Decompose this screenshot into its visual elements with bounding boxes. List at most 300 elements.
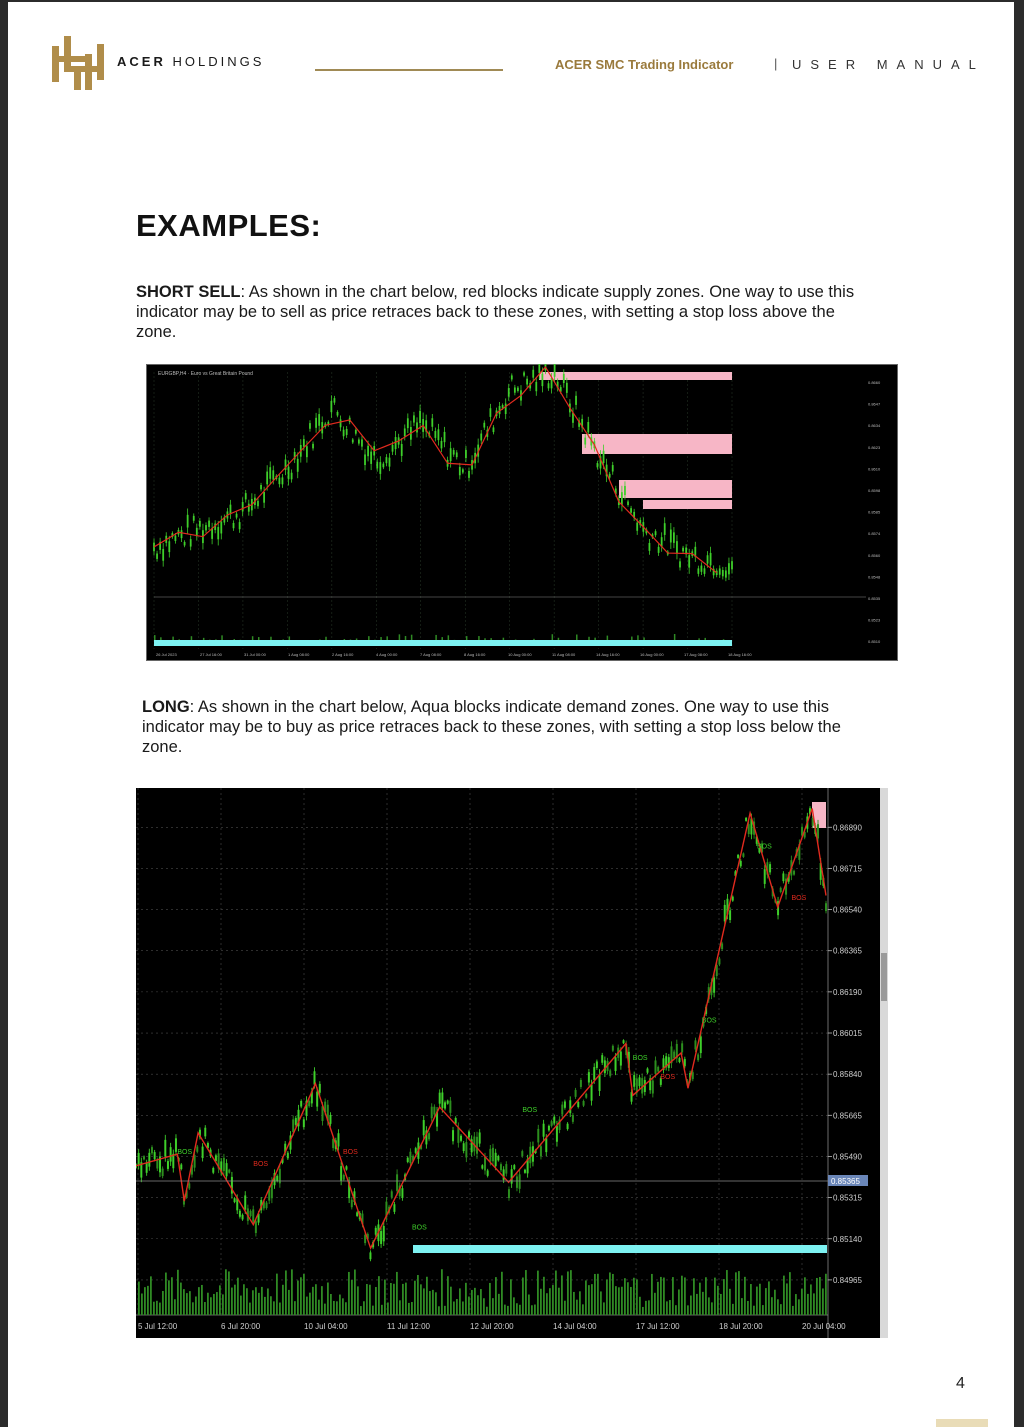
chart2-scroll-thumb[interactable] bbox=[881, 953, 887, 1001]
chart2-volume-bar bbox=[243, 1284, 245, 1315]
chart2-volume-bar bbox=[747, 1301, 749, 1315]
chart2-y-tick: 0.86015 bbox=[833, 1029, 862, 1039]
chart2-volume-bar bbox=[210, 1297, 212, 1315]
chart2-bos-label: BOS bbox=[757, 843, 772, 851]
chart2-candle bbox=[572, 1115, 574, 1122]
chart2-volume-bar bbox=[639, 1297, 641, 1315]
chart2-volume-bar bbox=[336, 1301, 338, 1315]
chart1-candle bbox=[597, 463, 599, 467]
chart1-x-tick: 27 Jul 16:00 bbox=[200, 652, 222, 657]
chart1-candle bbox=[220, 522, 222, 534]
chart2-volume-bar bbox=[546, 1293, 548, 1315]
chart2-candle bbox=[479, 1132, 481, 1143]
chart2-candle bbox=[196, 1147, 198, 1152]
chart2-candle bbox=[223, 1158, 225, 1171]
chart2-volume-bar bbox=[390, 1283, 392, 1315]
chart2-candle bbox=[673, 1052, 675, 1059]
chart1-demand-zone bbox=[154, 640, 732, 646]
chart2-candle bbox=[234, 1198, 236, 1202]
chart1-x-tick: 18 Aug 16:00 bbox=[728, 652, 752, 657]
chart2-volume-bar bbox=[693, 1278, 695, 1315]
chart1-candle bbox=[627, 501, 629, 505]
chart2-candle bbox=[375, 1228, 377, 1235]
chart2-candle bbox=[343, 1175, 345, 1180]
chart2-y-tick: 0.86190 bbox=[833, 987, 862, 997]
chart2-volume-bar bbox=[591, 1284, 593, 1315]
acer-logo-icon bbox=[50, 32, 106, 94]
chart2-volume-bar bbox=[603, 1302, 605, 1315]
chart2-candle bbox=[769, 864, 771, 872]
chart2-volume-bar bbox=[528, 1295, 530, 1315]
chart2-volume-bar bbox=[801, 1289, 803, 1315]
chart1-candle bbox=[697, 568, 699, 573]
chart2-volume-bar bbox=[294, 1301, 296, 1315]
chart2-volume-bar bbox=[495, 1277, 497, 1315]
chart1-candle bbox=[609, 474, 611, 478]
chart2-candle bbox=[745, 818, 747, 821]
chart2-bos-label: BOS bbox=[660, 1073, 676, 1081]
chart2-candle bbox=[167, 1161, 169, 1169]
chart1-candle bbox=[269, 467, 271, 479]
chart2-candle bbox=[439, 1093, 441, 1104]
chart2-candle bbox=[457, 1127, 459, 1143]
chart1-candle bbox=[352, 439, 354, 442]
chart1-candle bbox=[181, 530, 183, 538]
chart1-candle bbox=[587, 422, 589, 432]
chart1-x-tick: 14 Aug 16:00 bbox=[596, 652, 620, 657]
chart2-volume-bar bbox=[237, 1278, 239, 1315]
chart1-candle bbox=[535, 382, 537, 391]
chart2-candle bbox=[545, 1138, 547, 1152]
chart2-volume-bar bbox=[486, 1307, 488, 1315]
chart2-candle bbox=[713, 977, 715, 992]
chart2-volume-bar bbox=[180, 1283, 182, 1315]
chart2-scrollbar[interactable] bbox=[880, 788, 888, 1338]
chart2-volume-bar bbox=[330, 1294, 332, 1315]
chart1-candle bbox=[413, 415, 415, 422]
chart2-volume-bar bbox=[315, 1284, 317, 1315]
chart2-bos-label: BOS bbox=[522, 1106, 538, 1114]
manual-page bbox=[8, 2, 1014, 1427]
chart1-candle bbox=[303, 439, 305, 447]
chart1-candle bbox=[444, 432, 446, 442]
chart1-candle bbox=[407, 418, 409, 428]
chart2-candle bbox=[591, 1085, 593, 1101]
chart2-volume-bar bbox=[159, 1303, 161, 1315]
chart2-volume-bar bbox=[618, 1287, 620, 1315]
chart2-volume-bar bbox=[438, 1306, 440, 1315]
chart2-volume-bar bbox=[699, 1283, 701, 1315]
chart2-volume-bar bbox=[723, 1279, 725, 1315]
chart2-candle bbox=[481, 1165, 483, 1168]
chart2-volume-bar bbox=[339, 1295, 341, 1315]
chart1-candle bbox=[441, 441, 443, 448]
chart2-candle bbox=[292, 1119, 294, 1132]
chart2-volume-bar bbox=[246, 1288, 248, 1315]
chart2-candle bbox=[567, 1124, 569, 1129]
chart1-candle bbox=[532, 370, 534, 378]
chart1-candle bbox=[404, 428, 406, 436]
chart2-candle bbox=[266, 1203, 268, 1209]
chart2-volume-bar bbox=[621, 1287, 623, 1315]
chart2-candle bbox=[553, 1117, 555, 1124]
chart2-candle bbox=[449, 1101, 451, 1113]
chart2-volume-bar bbox=[441, 1269, 443, 1315]
chart2-volume-bar bbox=[309, 1293, 311, 1315]
chart1-candle bbox=[679, 561, 681, 567]
chart2-volume-bar bbox=[345, 1302, 347, 1315]
chart1-candle bbox=[330, 401, 332, 412]
chart2-volume-bar bbox=[588, 1285, 590, 1315]
chart2-candle bbox=[652, 1080, 654, 1093]
chart2-candle bbox=[780, 888, 782, 892]
chart1-candle bbox=[346, 429, 348, 435]
chart2-volume-bar bbox=[147, 1286, 149, 1315]
chart2-candle bbox=[694, 1040, 696, 1049]
chart2-volume-bar bbox=[519, 1305, 521, 1315]
chart2-candle bbox=[431, 1107, 433, 1119]
chart2-candle bbox=[423, 1120, 425, 1135]
chart2-volume-bar bbox=[396, 1272, 398, 1315]
long-paragraph bbox=[142, 697, 882, 757]
chart2-volume-bar bbox=[744, 1277, 746, 1315]
chart1-candle bbox=[248, 504, 250, 512]
chart2-volume-bar bbox=[453, 1302, 455, 1315]
chart2-volume-bar bbox=[414, 1281, 416, 1315]
chart2-candle bbox=[409, 1152, 411, 1163]
chart2-volume-bar bbox=[225, 1269, 227, 1315]
chart2-volume-bar bbox=[552, 1285, 554, 1315]
chart1-candle bbox=[511, 375, 513, 379]
chart1-supply-zone bbox=[619, 480, 732, 498]
chart2-volume-bar bbox=[468, 1297, 470, 1315]
chart1-candle bbox=[523, 372, 525, 375]
brand-name-bold: ACER bbox=[117, 54, 166, 69]
chart2-candle bbox=[732, 897, 734, 901]
chart2-volume-bar bbox=[411, 1302, 413, 1315]
chart2-volume-bar bbox=[462, 1301, 464, 1315]
chart2-volume-bar bbox=[156, 1301, 158, 1315]
chart2-candle bbox=[825, 903, 827, 911]
chart2-volume-bar bbox=[684, 1277, 686, 1315]
short-sell-chart bbox=[146, 364, 898, 661]
chart1-candle bbox=[566, 383, 568, 393]
chart2-candle bbox=[782, 873, 784, 881]
chart1-candle bbox=[419, 411, 421, 423]
chart2-candle bbox=[484, 1157, 486, 1171]
chart2-volume-bar bbox=[507, 1306, 509, 1315]
chart2-candle bbox=[433, 1107, 435, 1115]
chart1-candle bbox=[386, 457, 388, 463]
chart2-candle bbox=[452, 1130, 454, 1141]
chart1-candle bbox=[337, 412, 339, 416]
chart2-candle bbox=[524, 1170, 526, 1173]
chart1-candle bbox=[401, 444, 403, 456]
chart2-volume-bar bbox=[189, 1291, 191, 1315]
chart2-volume-bar bbox=[273, 1301, 275, 1315]
chart2-candle bbox=[612, 1046, 614, 1051]
chart2-volume-bar bbox=[651, 1274, 653, 1315]
chart1-candle bbox=[682, 548, 684, 552]
chart2-volume-bar bbox=[168, 1280, 170, 1315]
chart2-candle bbox=[460, 1136, 462, 1141]
chart1-candle bbox=[312, 444, 314, 449]
chart2-x-tick: 10 Jul 04:00 bbox=[304, 1322, 348, 1331]
chart2-volume-bar bbox=[630, 1287, 632, 1315]
chart2-y-tick: 0.85315 bbox=[833, 1193, 862, 1203]
chart2-volume-bar bbox=[780, 1304, 782, 1315]
chart2-x-tick: 18 Jul 20:00 bbox=[719, 1322, 763, 1331]
chart2-candle bbox=[513, 1165, 515, 1169]
chart2-volume-bar bbox=[297, 1281, 299, 1315]
chart2-volume-bar bbox=[537, 1271, 539, 1315]
chart2-volume-bar bbox=[513, 1297, 515, 1315]
chart2-candle bbox=[202, 1147, 204, 1158]
chart2-candle bbox=[319, 1084, 321, 1093]
chart2-volume-bar bbox=[351, 1280, 353, 1315]
chart2-volume-bar bbox=[270, 1296, 272, 1315]
chart2-candle bbox=[742, 853, 744, 856]
chart2-volume-bar bbox=[429, 1291, 431, 1315]
chart2-candle bbox=[138, 1153, 140, 1166]
chart2-candle bbox=[455, 1118, 457, 1124]
chart2-volume-bar bbox=[600, 1291, 602, 1315]
chart2-candle bbox=[620, 1052, 622, 1066]
chart2-volume-bar bbox=[375, 1287, 377, 1315]
chart1-candle bbox=[612, 465, 614, 471]
chart2-candle bbox=[204, 1128, 206, 1137]
chart2-candle bbox=[721, 943, 723, 949]
chart2-candle bbox=[537, 1129, 539, 1143]
chart1-x-tick: 17 Aug 08:00 bbox=[684, 652, 708, 657]
chart2-bos-label: BOS bbox=[253, 1160, 269, 1168]
chart2-candle bbox=[476, 1137, 478, 1154]
chart2-volume-bar bbox=[456, 1299, 458, 1315]
chart2-volume-bar bbox=[657, 1282, 659, 1315]
chart2-volume-bar bbox=[825, 1274, 827, 1315]
chart1-candle bbox=[636, 523, 638, 531]
chart2-volume-bar bbox=[633, 1278, 635, 1315]
chart2-candle bbox=[250, 1211, 252, 1216]
chart2-volume-bar bbox=[366, 1284, 368, 1315]
chart2-volume-bar bbox=[549, 1288, 551, 1315]
chart1-candle bbox=[728, 563, 730, 574]
chart2-candle bbox=[428, 1133, 430, 1139]
chart2-volume-bar bbox=[522, 1278, 524, 1315]
chart2-bos-label: BOS bbox=[791, 895, 807, 903]
chart2-volume-bar bbox=[726, 1270, 728, 1315]
chart1-candle bbox=[367, 446, 369, 456]
chart2-y-tick: 0.86890 bbox=[833, 823, 862, 833]
chart2-candle bbox=[148, 1153, 150, 1167]
chart1-candle bbox=[483, 423, 485, 428]
chart2-candle bbox=[580, 1080, 582, 1087]
chart2-volume-bar bbox=[204, 1302, 206, 1315]
chart2-candle bbox=[793, 871, 795, 875]
chart1-candle bbox=[621, 492, 623, 505]
chart2-volume-bar bbox=[423, 1288, 425, 1315]
chart2-candle bbox=[337, 1133, 339, 1146]
chart2-volume-bar bbox=[702, 1292, 704, 1315]
chart1-candle bbox=[358, 439, 360, 443]
chart1-candle bbox=[217, 527, 219, 539]
chart2-volume-bar bbox=[810, 1284, 812, 1315]
chart1-candle bbox=[517, 388, 519, 391]
chart2-volume-bar bbox=[813, 1293, 815, 1315]
chart2-candle bbox=[601, 1055, 603, 1063]
chart2-volume-bar bbox=[291, 1269, 293, 1315]
chart1-candle bbox=[722, 570, 724, 576]
chart1-candle bbox=[315, 418, 317, 428]
chart1-candle bbox=[156, 553, 158, 558]
chart2-volume-bar bbox=[402, 1284, 404, 1315]
chart2-y-tick: 0.86715 bbox=[833, 864, 862, 874]
chart2-volume-bar bbox=[216, 1292, 218, 1315]
chart1-candle bbox=[272, 470, 274, 479]
chart2-volume-bar bbox=[510, 1279, 512, 1315]
chart1-y-tick: 0.8647 bbox=[868, 401, 881, 407]
chart2-candle bbox=[396, 1174, 398, 1191]
chart2-volume-bar bbox=[615, 1286, 617, 1315]
chart2-candle bbox=[465, 1142, 467, 1157]
chart1-candle bbox=[233, 523, 235, 528]
chart1-candle bbox=[731, 561, 733, 569]
chart2-volume-bar bbox=[798, 1299, 800, 1315]
chart2-volume-bar bbox=[471, 1290, 473, 1315]
chart2-candle bbox=[255, 1221, 257, 1233]
chart1-candle bbox=[340, 419, 342, 427]
chart2-candle bbox=[497, 1156, 499, 1160]
chart2-candle bbox=[556, 1126, 558, 1142]
chart2-candle bbox=[401, 1188, 403, 1198]
chart1-supply-zone bbox=[643, 500, 732, 509]
chart2-volume-bar bbox=[387, 1302, 389, 1315]
chart2-volume-bar bbox=[576, 1300, 578, 1315]
chart2-volume-bar bbox=[579, 1291, 581, 1315]
chart2-volume-bar bbox=[768, 1281, 770, 1315]
chart1-y-tick: 0.8560 bbox=[868, 552, 881, 558]
chart2-volume-bar bbox=[597, 1274, 599, 1315]
chart2-candle bbox=[633, 1075, 635, 1087]
chart1-candle bbox=[465, 450, 467, 458]
chart2-x-tick: 12 Jul 20:00 bbox=[470, 1322, 514, 1331]
chart2-candle bbox=[540, 1146, 542, 1156]
chart2-candle bbox=[340, 1166, 342, 1181]
chart2-candle bbox=[391, 1191, 393, 1197]
chart1-candle bbox=[673, 532, 675, 543]
chart2-volume-bar bbox=[660, 1277, 662, 1315]
document-type: USER MANUAL bbox=[792, 57, 985, 72]
chart2-volume-bar bbox=[234, 1285, 236, 1315]
chart2-candle bbox=[654, 1060, 656, 1073]
chart2-volume-bar bbox=[561, 1275, 563, 1315]
chart2-volume-bar bbox=[492, 1298, 494, 1315]
chart1-y-tick: 0.8610 bbox=[868, 466, 881, 472]
chart2-candle bbox=[170, 1147, 172, 1161]
chart2-volume-bar bbox=[816, 1278, 818, 1315]
chart2-volume-bar bbox=[303, 1274, 305, 1315]
chart2-candle bbox=[212, 1168, 214, 1173]
chart2-volume-bar bbox=[450, 1287, 452, 1315]
chart2-candle bbox=[585, 1094, 587, 1098]
chart1-candle bbox=[361, 439, 363, 446]
chart2-candle bbox=[718, 959, 720, 965]
chart2-x-ticks bbox=[138, 1322, 846, 1331]
chart2-volume-bar bbox=[687, 1305, 689, 1315]
chart1-candle bbox=[438, 429, 440, 440]
chart2-volume-bar bbox=[654, 1293, 656, 1315]
chart2-volume-bar bbox=[480, 1289, 482, 1315]
chart1-y-tick: 0.8523 bbox=[868, 617, 881, 623]
chart2-volume-bar bbox=[138, 1282, 140, 1315]
chart2-candle bbox=[295, 1118, 297, 1125]
chart1-candle bbox=[288, 467, 290, 480]
chart2-volume-bar bbox=[585, 1280, 587, 1315]
chart2-candle bbox=[244, 1195, 246, 1209]
chart2-volume-bar bbox=[759, 1284, 761, 1315]
chart2-volume-bar bbox=[642, 1307, 644, 1315]
chart2-volume-bar bbox=[795, 1294, 797, 1315]
chart2-volume-bar bbox=[228, 1271, 230, 1315]
chart1-candle bbox=[389, 458, 391, 467]
chart1-x-tick: 7 Aug 08:00 bbox=[420, 652, 442, 657]
chart2-volume-bar bbox=[738, 1271, 740, 1315]
chart1-candle bbox=[630, 508, 632, 513]
chart2-volume-bar bbox=[729, 1289, 731, 1315]
chart1-y-tick: 0.8598 bbox=[868, 488, 881, 493]
chart1-candle bbox=[719, 568, 721, 574]
page-number: 4 bbox=[956, 1375, 965, 1392]
chart2-candle bbox=[356, 1212, 358, 1216]
chart1-candle bbox=[459, 467, 461, 475]
chart2-volume-bar bbox=[570, 1270, 572, 1315]
chart2-volume-bar bbox=[498, 1294, 500, 1315]
chart2-candle bbox=[678, 1058, 680, 1062]
chart2-volume-bar bbox=[594, 1274, 596, 1315]
chart1-candle bbox=[701, 566, 703, 572]
chart2-volume-bar bbox=[381, 1305, 383, 1315]
chart2-bos-label: BOS bbox=[701, 1017, 717, 1025]
chart1-title: EURGBP,H4 · Euro vs Great Britain Pound bbox=[158, 371, 253, 377]
chart2-volume-bar bbox=[417, 1275, 419, 1315]
chart2-volume-bar bbox=[276, 1274, 278, 1315]
chart2-candle bbox=[463, 1143, 465, 1151]
chart2-candle bbox=[383, 1226, 385, 1241]
chart1-y-tick: 0.8535 bbox=[868, 596, 881, 601]
chart2-volume-bar bbox=[822, 1288, 824, 1315]
chart2-candle bbox=[615, 1057, 617, 1071]
chart2-volume-bar bbox=[252, 1290, 254, 1315]
chart2-volume-bar bbox=[195, 1296, 197, 1315]
header-divider bbox=[315, 69, 503, 71]
chart1-y-tick: 0.8548 bbox=[868, 574, 881, 580]
chart1-candle bbox=[480, 434, 482, 441]
chart1-candle bbox=[710, 553, 712, 565]
chart2-volume-bar bbox=[606, 1279, 608, 1315]
chart1-candle bbox=[551, 378, 553, 388]
chart2-candle bbox=[657, 1067, 659, 1072]
chart2-candle bbox=[380, 1231, 382, 1244]
chart1-candle bbox=[603, 451, 605, 463]
chart1-x-tick: 4 Aug 00:00 bbox=[376, 652, 398, 657]
chart1-y-tick: 0.8634 bbox=[868, 423, 881, 429]
chart2-volume-bar bbox=[222, 1294, 224, 1315]
chart2-volume-bar bbox=[774, 1290, 776, 1315]
chart2-candle bbox=[729, 910, 731, 920]
chart2-volume-bar bbox=[735, 1272, 737, 1315]
chart2-candle bbox=[740, 861, 742, 866]
chart2-volume-bar bbox=[378, 1276, 380, 1315]
